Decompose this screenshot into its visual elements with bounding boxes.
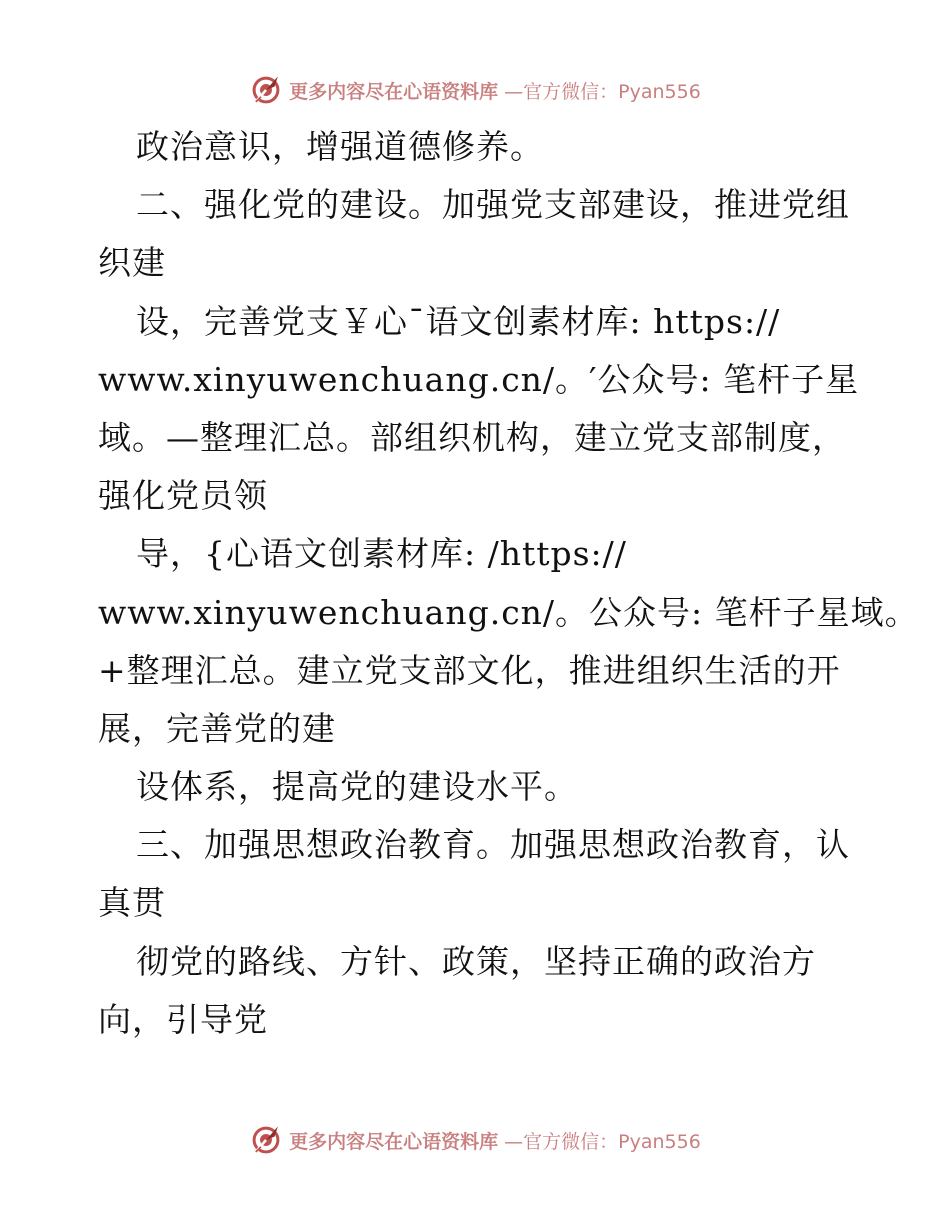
body-line: 彻党的路线、方针、政策，坚持正确的政治方 xyxy=(136,941,816,981)
body-line: 二、强化党的建设。加强党支部建设，推进党组 xyxy=(136,185,850,225)
body-line: 真贯 xyxy=(98,883,166,923)
header-brand-text: 更多内容尽在心语资料库 xyxy=(289,80,499,103)
body-line: 织建 xyxy=(98,243,166,283)
body-line: 三、加强思想政治教育。加强思想政治教育，认 xyxy=(136,825,850,865)
body-line: www.xinyuwenchuang.cn/。′公众号: 笔杆子星 xyxy=(98,359,860,399)
body-line: 域。—整理汇总。部组织机构，建立党支部制度， xyxy=(98,417,846,457)
body-line: 设，完善党支￥心¯语文创素材库: https:// xyxy=(136,301,781,341)
body-line: 设体系，提高党的建设水平。 xyxy=(136,767,578,807)
body-line: +整理汇总。建立党支部文化，推进组织生活的开 xyxy=(98,650,841,690)
quill-pen-logo-icon xyxy=(249,73,283,107)
document-body xyxy=(98,118,919,1049)
body-line: 强化党员领 xyxy=(98,476,268,516)
footer-brand-text: 更多内容尽在心语资料库 xyxy=(289,1130,499,1153)
body-line: www.xinyuwenchuang.cn/。公众号: 笔杆子星域。 xyxy=(98,592,919,632)
footer-banner xyxy=(0,1120,950,1160)
header-contact-text: —官方微信：Pyan556 xyxy=(504,80,701,103)
body-line: 向，引导党 xyxy=(98,999,268,1039)
header-banner xyxy=(0,70,950,110)
footer-contact-text: —官方微信：Pyan556 xyxy=(504,1130,701,1153)
body-line: 展，完善党的建 xyxy=(98,708,336,748)
body-line: 政治意识，增强道德修养。 xyxy=(136,127,544,166)
body-line: 导，{心语文创素材库: /https:// xyxy=(136,534,627,574)
quill-pen-logo-icon xyxy=(249,1123,283,1157)
